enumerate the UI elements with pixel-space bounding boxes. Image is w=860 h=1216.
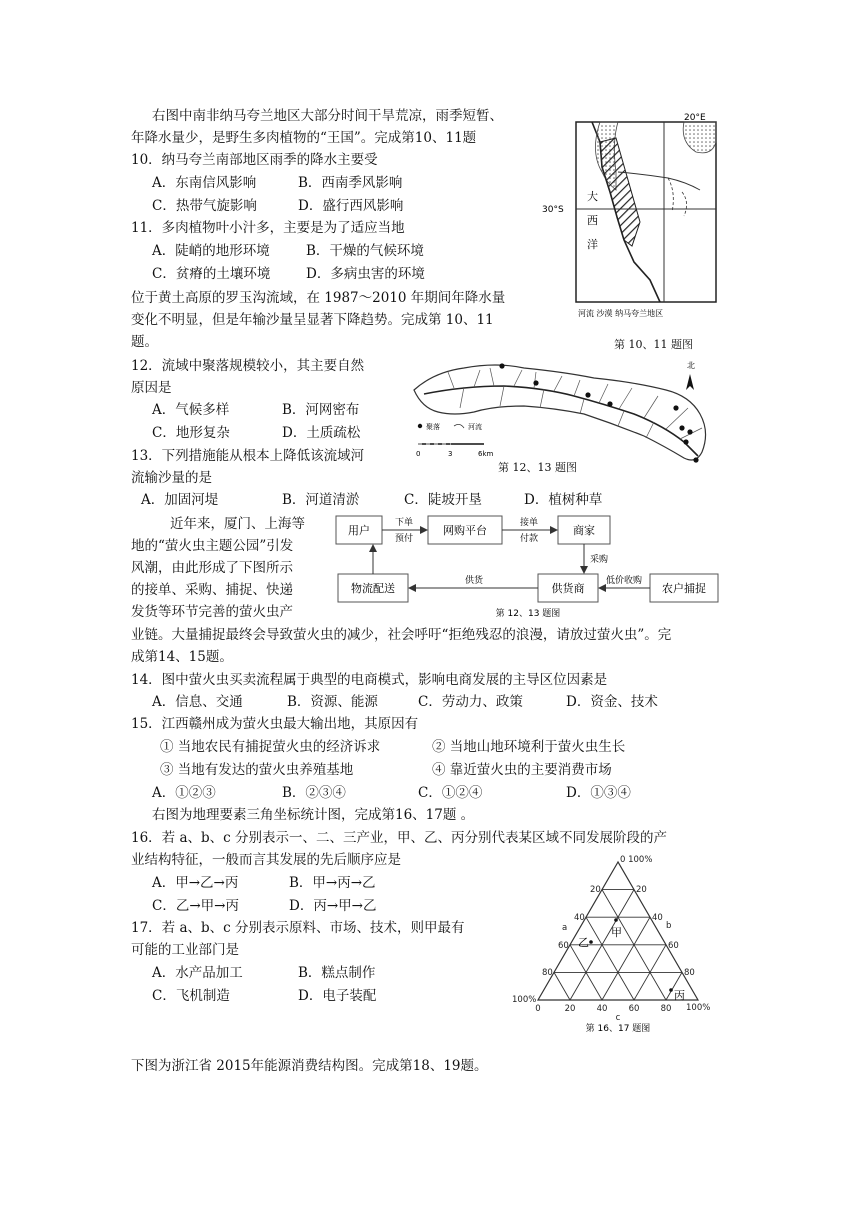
svg-text:100%: 100% xyxy=(512,995,537,1005)
option-10-b[interactable]: B．西南季风影响 xyxy=(298,175,403,191)
watershed-map xyxy=(404,356,724,468)
svg-text:20: 20 xyxy=(590,885,601,895)
question-14-stem: 14．图中萤火虫买卖流程属于典型的电商模式，影响电商发展的主导区位因素是 xyxy=(131,672,608,688)
option-13-a[interactable]: A．加固河堤 xyxy=(141,492,219,508)
svg-text:用户: 用户 xyxy=(348,524,370,537)
option-15-c[interactable]: C．①②④ xyxy=(418,785,483,801)
svg-text:下单: 下单 xyxy=(394,518,414,528)
question-17-stem: 17．若 a、b、c 分别表示原料、市场、技术，则甲最有 xyxy=(131,920,465,936)
question-13-stem: 13．下列措施能从根本上降低该流域河 xyxy=(131,448,365,464)
svg-text:6km: 6km xyxy=(478,450,494,458)
point-yi xyxy=(578,936,593,949)
option-15-b[interactable]: B．②③④ xyxy=(282,785,346,801)
svg-text:40: 40 xyxy=(652,913,663,923)
svg-text:北: 北 xyxy=(687,361,695,370)
svg-text:100%: 100% xyxy=(686,1003,711,1013)
legend-settlement: 聚落 xyxy=(426,423,440,431)
option-14-d[interactable]: D．资金、技术 xyxy=(566,694,658,710)
passage-text: 近年来，厦门、上海等 xyxy=(170,516,305,532)
passage-text: 位于黄土高原的罗玉沟流域，在 1987～2010 年期间年降水量 xyxy=(131,290,506,306)
figure-caption: 第 16、17 题图 xyxy=(585,1024,651,1034)
svg-text:0: 0 xyxy=(535,1004,541,1014)
svg-text:80: 80 xyxy=(542,968,553,978)
passage-text: 风潮，由此形成了下图所示 xyxy=(131,560,293,576)
option-17-d[interactable]: D．电子装配 xyxy=(298,988,377,1004)
option-14-b[interactable]: B．资源、能源 xyxy=(287,694,378,710)
figure-caption: 第 10、11 题图 xyxy=(614,338,693,351)
option-17-b[interactable]: B．糕点制作 xyxy=(298,965,376,981)
question-12-stem: 12．流域中聚落规模较小，其主要自然 xyxy=(131,358,365,374)
svg-text:预付: 预付 xyxy=(394,534,414,544)
passage-text: 业链。大量捕捉最终会导致萤火虫的减少，社会呼吁“拒绝残忍的浪漫，请放过萤火虫”。完 xyxy=(131,627,672,643)
option-13-d[interactable]: D．植树种草 xyxy=(524,492,603,508)
figure-caption: 第 12、13 题图 xyxy=(495,609,561,619)
option-11-c[interactable]: C．贫瘠的土壤环境 xyxy=(152,266,271,282)
option-10-a[interactable]: A．东南信风影响 xyxy=(152,175,257,191)
option-12-c[interactable]: C．地形复杂 xyxy=(152,425,230,441)
ocean-label: 大 xyxy=(587,190,598,203)
svg-text:接单: 接单 xyxy=(519,518,539,528)
option-12-d[interactable]: D．土质疏松 xyxy=(282,425,361,441)
option-17-a[interactable]: A．水产品加工 xyxy=(152,965,243,981)
svg-text:丙: 丙 xyxy=(674,989,685,1002)
question-17-stem: 可能的工业部门是 xyxy=(131,942,239,958)
svg-text:网购平台: 网购平台 xyxy=(443,524,487,537)
svg-text:80: 80 xyxy=(660,1004,672,1014)
longitude-label: 20°E xyxy=(684,113,706,123)
option-10-d[interactable]: D．盛行西风影响 xyxy=(298,198,404,214)
map-legend: 河流 沙漠 纳马夸兰地区 xyxy=(578,309,664,318)
svg-text:3: 3 xyxy=(448,450,453,458)
ternary-diagram xyxy=(508,854,718,1034)
option-11-b[interactable]: B．干燥的气候环境 xyxy=(306,243,424,259)
figure-caption: 第 12、13 题图 xyxy=(498,461,577,474)
legend-river: 河流 xyxy=(468,423,482,431)
svg-text:物流配送: 物流配送 xyxy=(351,582,395,595)
svg-text:60: 60 xyxy=(668,941,679,951)
svg-text:甲: 甲 xyxy=(611,926,622,939)
question-16-stem: 业结构特征，一般而言其发展的先后顺序应是 xyxy=(131,852,401,868)
svg-text:农户捕捉: 农户捕捉 xyxy=(662,582,706,595)
svg-text:0: 0 xyxy=(416,450,421,458)
passage-text: 年降水量少，是野生多肉植物的“王国”。完成第10、11题 xyxy=(131,130,477,146)
svg-text:80: 80 xyxy=(684,968,695,978)
passage-text: 变化不明显，但是年输沙量呈显著下降趋势。完成第 10、11 xyxy=(131,312,494,328)
question-15-stem: 15．江西赣州成为萤火虫最大输出地，其原因有 xyxy=(131,716,419,732)
statement-4: ④ 靠近萤火虫的主要消费市场 xyxy=(432,762,612,778)
svg-text:付款: 付款 xyxy=(519,534,539,544)
ocean-label: 洋 xyxy=(587,238,598,251)
passage-text: 右图为地理要素三角坐标统计图，完成第16、17题 。 xyxy=(152,807,475,823)
option-12-b[interactable]: B．河网密布 xyxy=(282,402,360,418)
option-13-b[interactable]: B．河道清淤 xyxy=(282,492,360,508)
question-11-stem: 11．多肉植物叶小汁多，主要是为了适应当地 xyxy=(131,220,405,236)
statement-1: ① 当地农民有捕捉萤火虫的经济诉求 xyxy=(160,739,381,755)
passage-text: 的接单、采购、捕捉、快递 xyxy=(131,582,293,598)
svg-text:40: 40 xyxy=(596,1004,608,1014)
statement-3: ③ 当地有发达的萤火虫养殖基地 xyxy=(160,762,354,778)
svg-text:a: a xyxy=(562,923,568,933)
passage-text: 发货等环节完善的萤火虫产 xyxy=(131,604,293,620)
option-14-c[interactable]: C．劳动力、政策 xyxy=(418,694,523,710)
option-16-d[interactable]: D．丙→甲→乙 xyxy=(289,898,377,914)
north-arrow xyxy=(686,360,695,390)
svg-text:采购: 采购 xyxy=(590,555,609,565)
svg-text:c: c xyxy=(615,1013,621,1023)
svg-text:40: 40 xyxy=(574,913,585,923)
svg-text:20: 20 xyxy=(564,1004,576,1014)
option-13-c[interactable]: C．陡坡开垦 xyxy=(404,492,482,508)
svg-text:60: 60 xyxy=(628,1004,640,1014)
ocean-label: 西 xyxy=(587,214,598,227)
question-13-stem: 流输沙量的是 xyxy=(131,470,212,486)
passage-text: 地的“萤火虫主题公园”引发 xyxy=(131,538,294,554)
option-11-d[interactable]: D．多病虫害的环境 xyxy=(306,266,425,282)
option-15-d[interactable]: D．①③④ xyxy=(566,785,631,801)
svg-text:b: b xyxy=(666,921,672,931)
namaqualand-map xyxy=(542,112,722,324)
svg-text:商家: 商家 xyxy=(573,524,595,537)
option-16-b[interactable]: B．甲→丙→乙 xyxy=(289,875,376,891)
supply-chain-diagram xyxy=(332,508,724,628)
option-14-a[interactable]: A．信息、交通 xyxy=(152,694,243,710)
passage-text: 右图中南非纳马夸兰地区大部分时间干旱荒凉，雨季短暂、 xyxy=(152,108,503,124)
option-15-a[interactable]: A．①②③ xyxy=(152,785,216,801)
svg-text:0 100%: 0 100% xyxy=(620,855,653,865)
svg-text:供货: 供货 xyxy=(464,576,484,586)
svg-text:20: 20 xyxy=(636,885,647,895)
latitude-label: 30°S xyxy=(542,205,564,215)
svg-text:供货商: 供货商 xyxy=(551,582,585,595)
statement-2: ② 当地山地环境利于萤火虫生长 xyxy=(432,739,626,755)
option-11-a[interactable]: A．陡峭的地形环境 xyxy=(152,243,270,259)
passage-text: 下图为浙江省 2015年能源消费结构图。完成第18、19题。 xyxy=(131,1058,488,1074)
option-16-c[interactable]: C．乙→甲→丙 xyxy=(152,898,239,914)
scale-bar xyxy=(416,444,494,458)
option-16-a[interactable]: A．甲→乙→丙 xyxy=(152,875,239,891)
question-10-stem: 10．纳马夸兰南部地区雨季的降水主要受 xyxy=(131,152,378,168)
svg-text:乙: 乙 xyxy=(578,936,589,949)
svg-text:低价收购: 低价收购 xyxy=(605,576,643,586)
option-12-a[interactable]: A．气候多样 xyxy=(152,402,230,418)
option-17-c[interactable]: C．飞机制造 xyxy=(152,988,230,1004)
question-16-stem: 16．若 a、b、c 分别表示一、二、三产业，甲、乙、丙分别代表某区域不同发展阶段的产 xyxy=(131,830,668,846)
option-10-c[interactable]: C．热带气旋影响 xyxy=(152,198,257,214)
passage-text: 题。 xyxy=(131,334,158,350)
svg-text:60: 60 xyxy=(558,941,569,951)
passage-text: 成第14、15题。 xyxy=(131,649,233,665)
question-12-stem: 原因是 xyxy=(131,380,172,396)
